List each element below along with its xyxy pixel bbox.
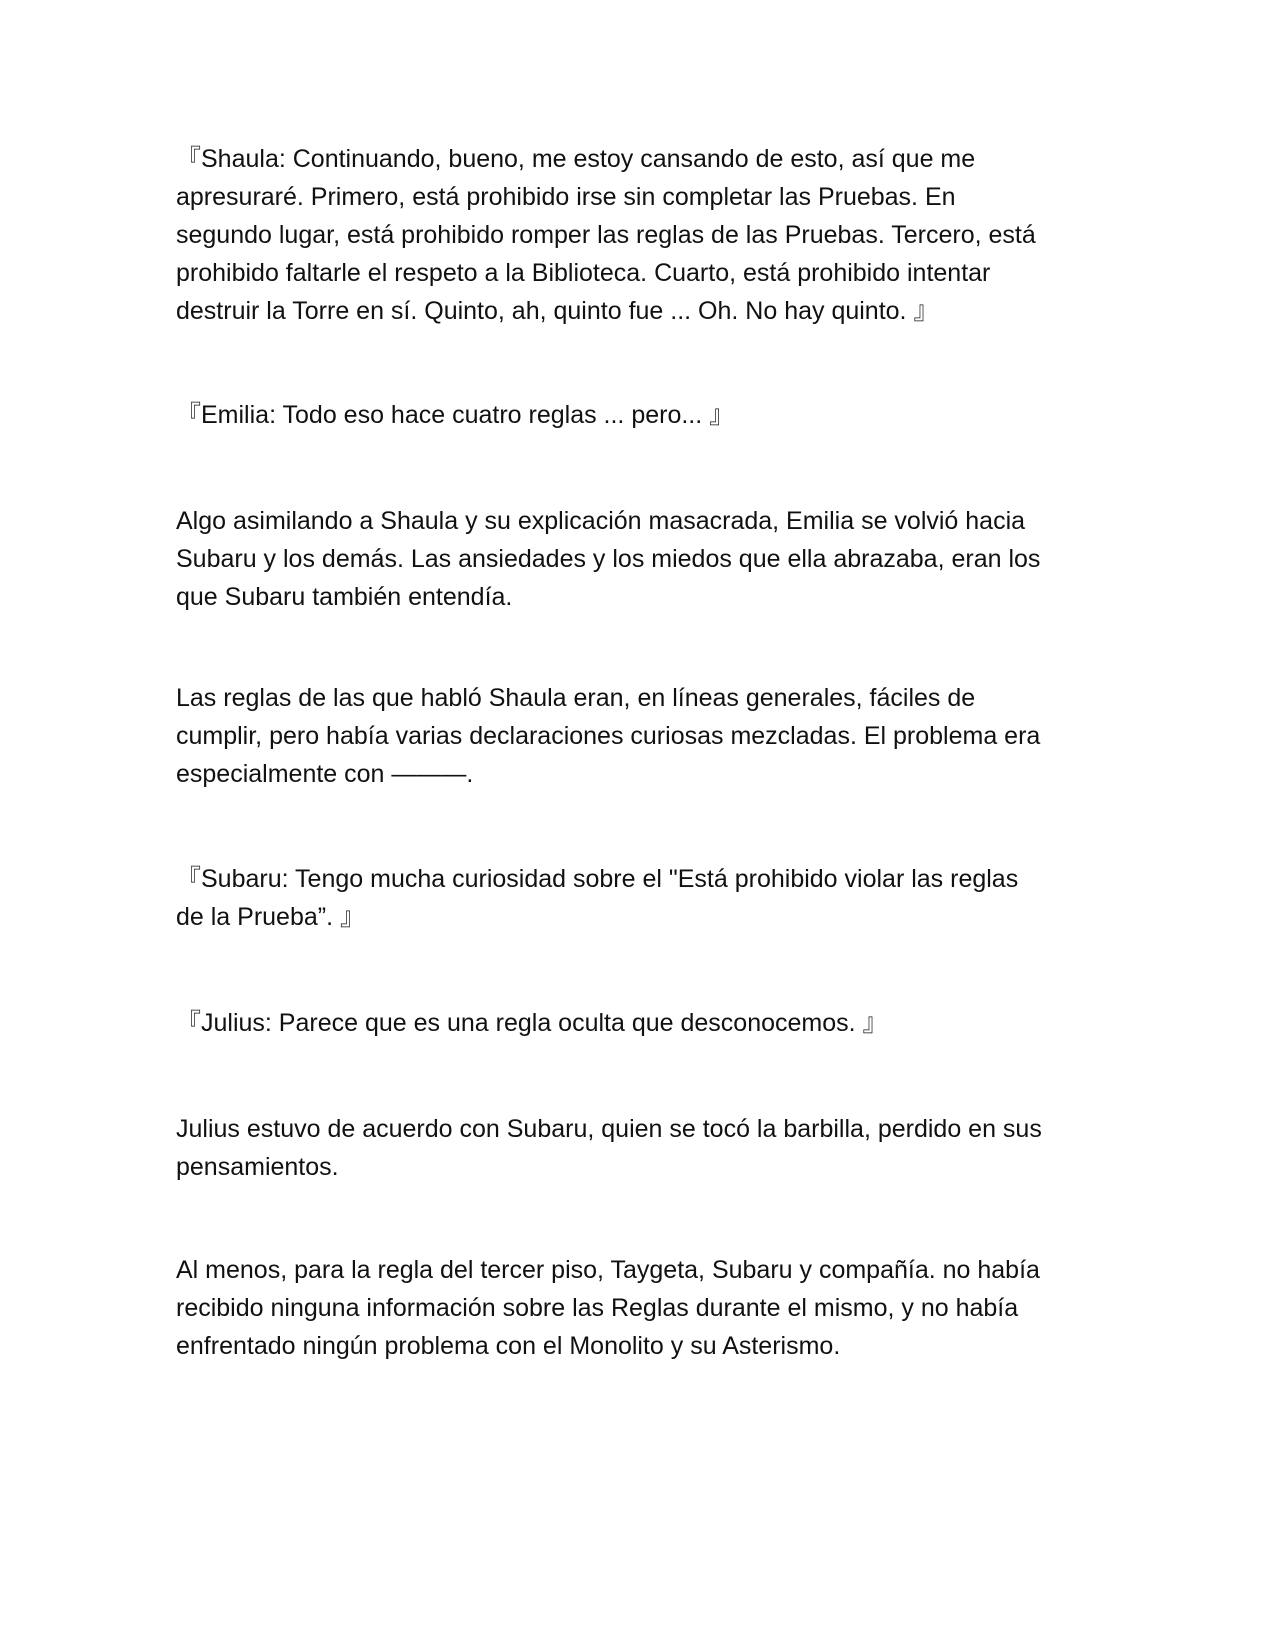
paragraph-narration-rules: Las reglas de las que habló Shaula eran, en líneas generales, fáciles de cumplir, pero había varias declaraciones curiosas mezcladas. El problema era especialmente con ———. [176,684,1041,788]
paragraph-julius-dialogue: 『Julius: Parece que es una regla oculta que desconocemos. 』 [176,1009,888,1037]
paragraph-emilia-dialogue: 『Emilia: Todo eso hace cuatro reglas ... pero... 』 [176,401,735,429]
paragraph-narration-julius: Julius estuvo de acuerdo con Subaru, quien se tocó la barbilla, perdido en sus pensamientos. [176,1115,1042,1181]
document-page [176,0,1096,1650]
paragraph-subaru-dialogue: 『Subaru: Tengo mucha curiosidad sobre el "Está prohibido violar las reglas de la Prueba”. 』 [176,865,1019,931]
paragraph-shaula-rules: 『Shaula: Continuando, bueno, me estoy cansando de esto, así que me apresuraré. Primero, está prohibido irse sin completar las Pruebas. En segundo lugar, está prohibido romper las reglas de las Pruebas. Tercero, está prohibido faltarle el respeto a la Biblioteca. Cuarto, está prohibido intentar destruir la Torre en sí. Quinto, ah, quinto fue ... Oh. No hay quinto. 』 [176,145,1036,325]
paragraph-narration-floor: Al menos, para la regla del tercer piso, Taygeta, Subaru y compañía. no había recibido ninguna información sobre las Reglas durante el mismo, y no había enfrentado ningún problema con el Monolito y su Asterismo. [176,1256,1040,1360]
paragraph-narration-emilia: Algo asimilando a Shaula y su explicación masacrada, Emilia se volvió hacia Subaru y los demás. Las ansiedades y los miedos que ella abrazaba, eran los que Subaru también entendía. [176,507,1041,611]
